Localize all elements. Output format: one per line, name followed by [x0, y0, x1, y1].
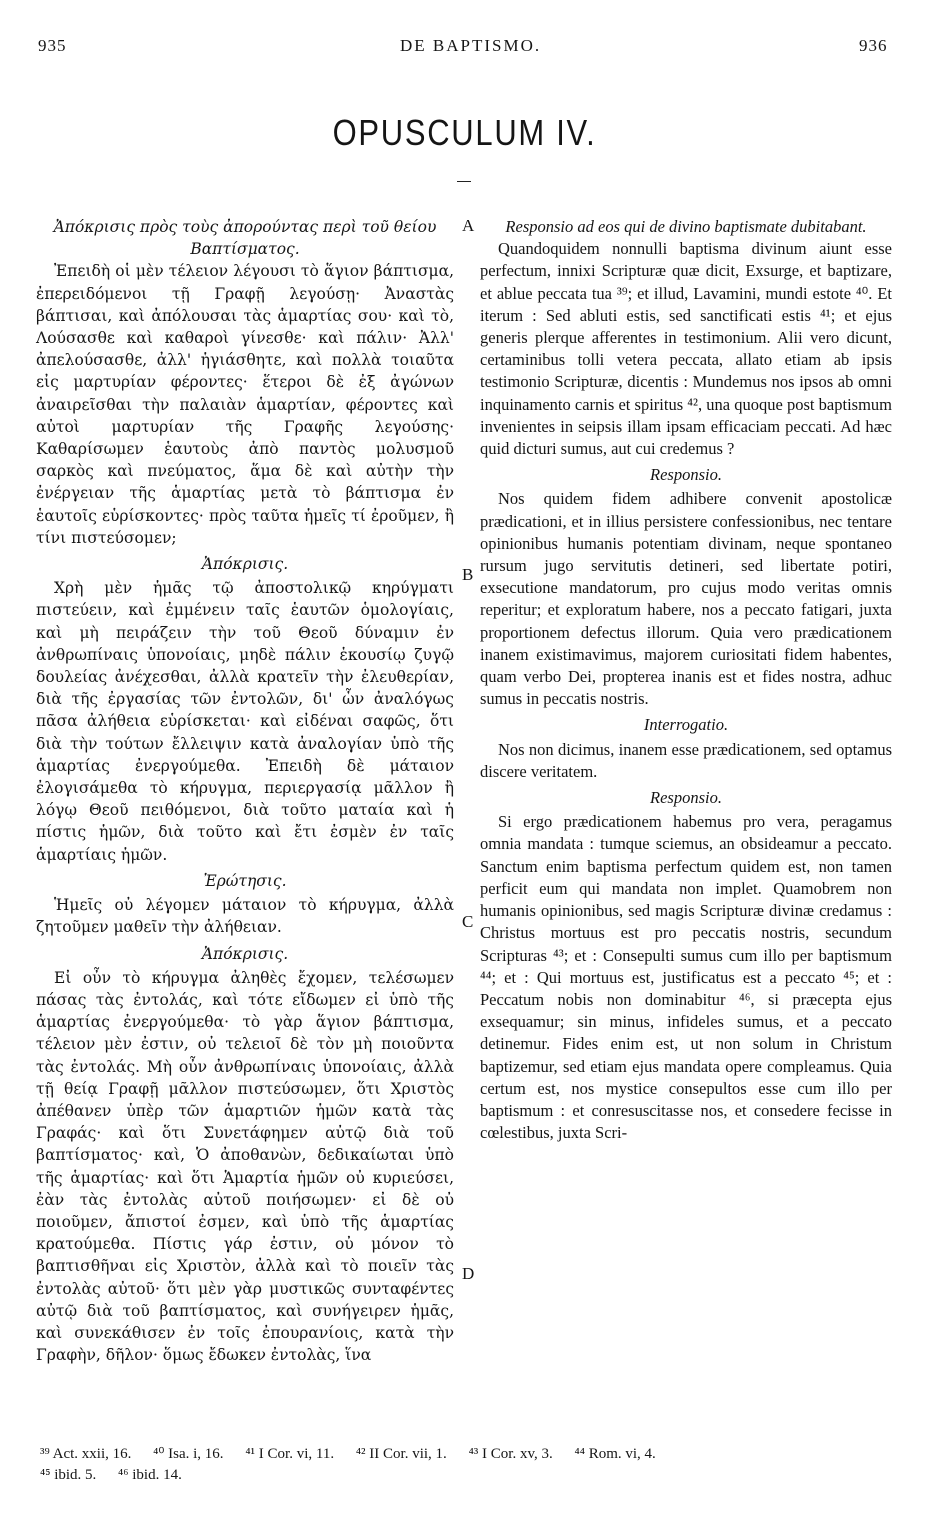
margin-marker-b: B: [462, 565, 474, 584]
footnote: ⁴⁰ Isa. i, 16.: [153, 1446, 224, 1462]
greek-paragraph: Εἰ οὖν τὸ κήρυγμα ἀληθὲς ἔχομεν, τελέσωμεν πάσας τὰς ἐντολάς, καὶ τότε εἴδωμεν εἰ ὑπὸ τῆς ἁμαρτίας ἐνεργούμεθα· τὸ γὰρ ἅγιον βάπτισμα, τέλειον μὲν ἐστιν, οὐ τελειοῖ δὲ τὸν μὴ ποιοῦντα τὰς ἐντολάς. Μὴ οὖν ἀνθρωπίναις ὑπονοίαις, ἀλλὰ τῇ θείᾳ Γραφῇ μᾶλλον πιστεύσωμεν, ὅτι Χριστὸς ἀπέθανεν ὑπὲρ τῶν ἁμαρτιῶν ἡμῶν κατὰ τὰς Γραφάς· καὶ ὅτι Συνετάφημεν αὐτῷ διὰ τοῦ βαπτίσματος· καὶ, Ὁ ἀποθανὼν, δεδικαίωται ὑπὸ τῆς ἁμαρτίας· καὶ ὅτι Ἁμαρτία ἡμῶν οὐ κυριεύσει, ἐὰν τὰς ἐντολὰς αὐτοῦ ποιήσωμεν· εἰ δὲ οὐ ποιοῦμεν, ἄπιστοί ἐσμεν, καὶ ὑπὸ τῆς ἁμαρτίας κρατούμεθα. Πίστις γάρ ἐστιν, οὐ μόνον τὸ βαπτισθῆναι εἰς Χριστὸν, ἀλλὰ καὶ τὸ ποιεῖν τὰς ἐντολὰς αὐτοῦ· ὅτι μὲν γὰρ μυστικῶς συνταφέντες αὐτῷ διὰ τοῦ βαπτίσματος, καὶ συνήγειρεν ἡμᾶς, καὶ συνεκάθισεν ἐν τοῖς ἐπουρανίοις, κατὰ τὴν Γραφὴν, δῆλον· ὅμως ἔδωκεν ἐντολὰς, ἵνα: [36, 968, 454, 1365]
title-rule: [457, 181, 471, 182]
greek-heading: Ἀπόκρισις.: [201, 555, 289, 574]
page-number-right: 936: [859, 36, 888, 55]
greek-paragraph: Ἡμεῖς οὐ λέγομεν μάταιον τὸ κήρυγμα, ἀλλὰ ζητοῦμεν μαθεῖν τὴν ἀλήθειαν.: [36, 896, 454, 937]
margin-marker-a: A: [462, 216, 475, 235]
greek-column: [36, 216, 454, 1366]
footnote: ⁴³ I Cor. xv, 3.: [468, 1446, 553, 1462]
margin-marker-d: D: [462, 1264, 475, 1283]
latin-title: Responsio ad eos qui de divino baptismate dubitabant.: [505, 217, 867, 236]
latin-heading: Responsio.: [650, 788, 722, 808]
greek-title: Ἀπόκρισις πρὸς τοὺς ἀπορούντας περὶ τοῦ θείου Βαπτίσματος.: [53, 218, 437, 259]
footnotes: [40, 1444, 910, 1486]
margin-marker-c: C: [462, 912, 474, 931]
opusculum-title: OPUSCULUM IV.: [332, 112, 597, 153]
footnote: ⁴¹ I Cor. vi, 11.: [245, 1446, 335, 1462]
footnote: ⁴⁵ ibid. 5.: [40, 1467, 97, 1483]
footnote: ⁴² II Cor. vii, 1.: [355, 1446, 447, 1462]
latin-paragraph: Quandoquidem nonnulli baptisma divinum aiunt esse perfectum, innixi Scripturæ quæ dicit, Exsurge, et baptizare, et ablue peccata tua ³⁹; et illud, Lavamini, mundi estote ⁴⁰. Et iterum : Sed abluti estis, sed sanctificati estis ⁴¹; et ejus generis plerque afferentes in testimonium. Alii vero dicunt, certaminibus tolli vetera peccata, allato etiam ab ipsis testimonio Scripturæ, dicentis : Mundemus nos ipsos ab omni inquinamento carnis et spiritus ⁴², una quoque post baptismum invenientes in seipsis illam ipsam efficaciam peccati. Ad hæc quid dicturi sumus, aut cui credemus ?: [480, 239, 892, 459]
greek-heading: Ἀπόκρισις.: [201, 944, 289, 963]
latin-column: [480, 216, 892, 1144]
latin-heading: Interrogatio.: [643, 715, 729, 735]
footnote: ³⁹ Act. xxii, 16.: [40, 1446, 132, 1462]
footnote: ⁴⁶ ibid. 14.: [118, 1467, 182, 1483]
greek-paragraph: Ἐπειδὴ οἱ μὲν τέλειον λέγουσι τὸ ἅγιον βάπτισμα, ἐπερειδόμενοι τῇ Γραφῇ λεγούσῃ· Ἀναστὰς βάπτισαι, καὶ ἀπόλουσαι τὰς ἁμαρτίας σου· καὶ τὸ, Λούσασθε καὶ καθαροὶ γίνεσθε· καὶ πάλιν· Ἀλλ' ἀπελούσασθε, ἀλλ' ἡγιάσθητε, καὶ πολλὰ τοιαῦτα εἰς μαρτυρίαν φέροντες· ἕτεροι δὲ ἐξ ἀγώνων ἀναιρεῖσθαι τὴν παλαιὰν ἁμαρτίαν, φέροντες καὶ αὐτοὶ μαρτυρίαν τῆς Γραφῆς λεγούσης· Καθαρίσωμεν ἑαυτοὺς ἀπὸ παντὸς μολυσμοῦ σαρκὸς καὶ πνεύματος, ἅμα δὲ καὶ αὐτὴν τὴν ἐνέργειαν τῆς ἁμαρτίας μετὰ τὸ βάπτισμα ἐν ἑαυτοῖς εὑρίσκοντες· πρὸς ταῦτα ἡμεῖς τί ἐροῦμεν, ἢ τίνι πιστεύσομεν;: [36, 262, 454, 547]
page-number-left: 935: [38, 36, 67, 55]
latin-heading: Responsio.: [650, 465, 722, 485]
latin-paragraph: Nos non dicimus, inanem esse prædicationem, sed optamus discere veritatem.: [480, 739, 892, 781]
latin-paragraph: Nos quidem fidem adhibere convenit apostolicæ prædicationi, et in illius persistere confessionibus, nec tentare opinionibus humanis potentiam divinam, neque spontaneo rursum jugo servitutis detineri, sed libertate potiri, exsecutione mandatorum, pro cujus modo veritas omnis reperitur; et exploratum habere, nos a peccato fatigari, juxta proportionem defectus illorum. Quia vero prædicationem inanem existimavimus, majorem curiositati fidem habentes, quam verbo Dei, propterea inanis est et fides nostra, adhuc sumus in peccatis nostris.: [480, 489, 892, 709]
latin-paragraph: Si ergo prædicationem habemus pro vera, peragamus omnia mandata : tumque sciemus, an obsideamur a peccato. Sanctum enim baptisma perfectum quidem est, non tamen perficit eum qui mandata non implet. Quamobrem non humanis opinionibus, sed magis Scripturæ divinæ credamus : Christus mortuus est pro peccatis nostris, secundum Scripturas ⁴³; et : Consepulti sumus cum illo per baptismum ⁴⁴; et : Qui mortuus est, justificatus est a peccato ⁴⁵; et : Peccatum nobis non dominabitur ⁴⁶, si præcepta ejus exsequamur; sin minus, infideles sumus, et a peccato detinemur. Fides enim est, ut non solum in Christum baptizemur, sed etiam ejus mandata opere compleamus. Quia certum est, nos mystice consepultos esse cum illo per baptismum : et conresuscitasse nos, et consedere fecisse in cœlestibus, juxta Scri-: [480, 812, 892, 1143]
greek-paragraph: Χρὴ μὲν ἡμᾶς τῷ ἀποστολικῷ κηρύγματι πιστεύειν, καὶ ἐμμένειν ταῖς ἑαυτῶν ὁμολογίαις, καὶ μὴ πειράζειν τὴν τοῦ Θεοῦ δύναμιν ἐν ἀνθρωπίναις ὑπονοίαις, μηδὲ πάλιν ἑκουσίῳ ζυγῷ δουλείας ἀνέχεσθαι, ἀλλὰ κρατεῖν τὴν ἐλευθερίαν, διὰ τῆς ἐργασίας τῶν ἐντολῶν, δι' ὧν ἀναλόγως πᾶσα ἀλήθεια εὑρίσκεται· καὶ εἰδέναι σαφῶς, ὅτι διὰ τὴν τούτων ἔλλειψιν κατὰ ἀναλογίαν ὑπὸ τῆς ἁμαρτίας ἐνεργούμεθα. Ἐπειδὴ δὲ μάταιον ἐλογισάμεθα τὸ κήρυγμα, περιεργασίᾳ μᾶλλον ἢ λόγῳ Θεοῦ πειθόμενοι, διὰ τοῦτο ματαία καὶ ἡ πίστις ἡμῶν, διὰ τοῦτο καὶ ἔτι ἐσμὲν ἐν ταῖς ἁμαρτίαις ἡμῶν.: [36, 579, 454, 864]
greek-heading: Ἐρώτησις.: [203, 871, 287, 890]
footnote: ⁴⁴ Rom. vi, 4.: [574, 1446, 656, 1462]
running-title: DE BAPTISMO.: [400, 36, 542, 55]
